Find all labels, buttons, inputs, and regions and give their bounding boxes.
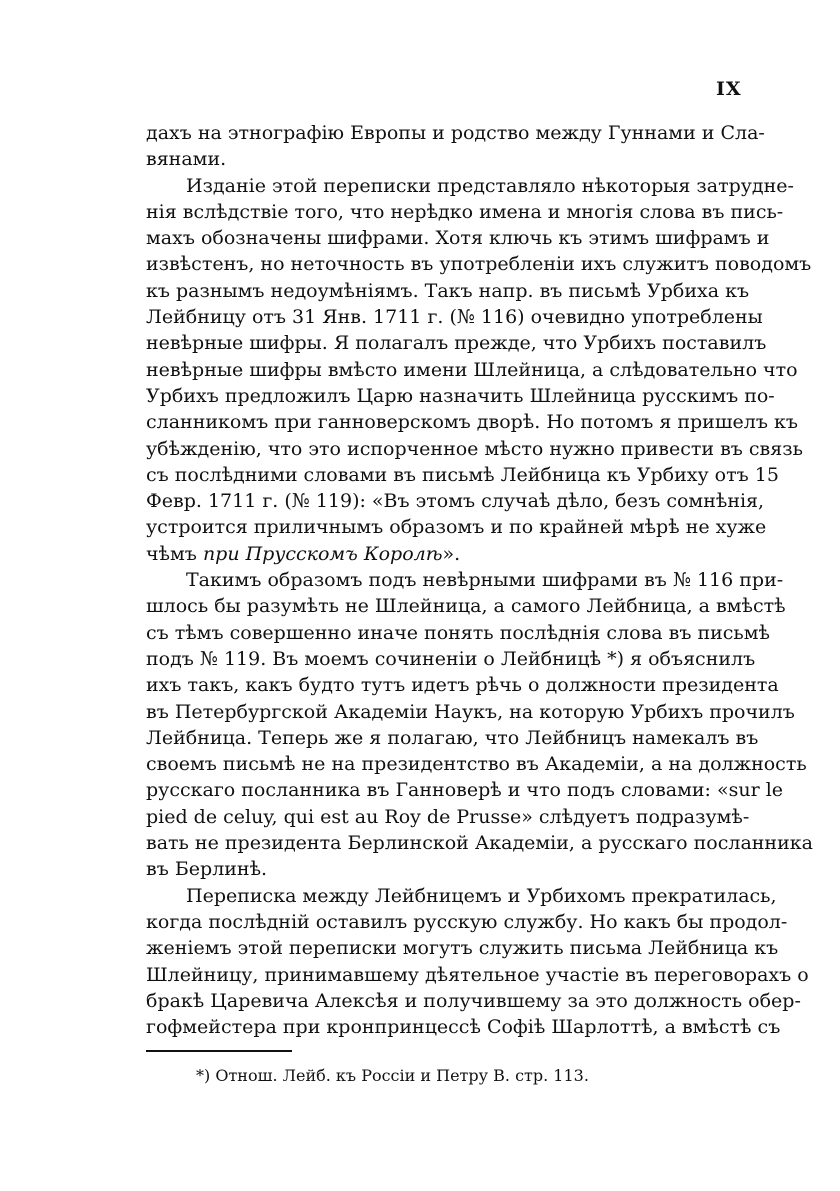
text-line: въ Берлинѣ. [146,858,268,881]
text-line: Переписка между Лейбницемъ и Урбихомъ прекратилась, [186,884,777,907]
text-line: когда послѣдній оставилъ русскую службу. Но какъ бы продол- [146,910,788,933]
text-line: женіемъ этой переписки могутъ служить письма Лейбница къ [146,937,779,960]
text-line: извѣстенъ, но неточность въ употребленіи ихъ служитъ поводомъ [146,253,812,276]
text-line: Февр. 1711 г. (№ 119): «Въ этомъ случаѣ дѣло, безъ сомнѣнія, [146,490,765,513]
page-number: IX [716,78,742,100]
text-line: Лейбница. Теперь же я полагаю, что Лейбницъ намекалъ въ [146,726,759,749]
text-line: Изданіе этой переписки представляло нѣкоторыя затрудне- [186,174,794,197]
text-line: Урбихъ предложилъ Царю назначить Шлейница русскимъ по- [146,384,775,407]
text-line: Такимъ образомъ подъ невѣрными шифрами въ № 116 при- [186,569,784,592]
italic-phrase: при Прусскомъ Королѣ [202,542,443,565]
text-line: невѣрные шифры. Я полагалъ прежде, что Урбихъ поставилъ [146,332,767,355]
text-line: шлось бы разумѣть не Шлейница, а самого Лейбница, а вмѣстѣ [146,595,786,618]
text-line: убѣжденію, что это испорченное мѣсто нужно привести въ связь [146,437,803,460]
text-line: сланникомъ при ганноверскомъ дворѣ. Но потомъ я пришелъ къ [146,411,798,434]
text-line: съ послѣдними словами въ письмѣ Лейбница къ Урбиху отъ 15 [146,463,779,486]
body-text [146,120,813,1040]
footnote-divider [146,1050,292,1052]
text-line: нія вслѣдствіе того, что нерѣдко имена и многія слова въ пись- [146,200,784,223]
text-line: дахъ на этнографію Европы и родство между Гуннами и Сла- [146,122,765,144]
text-line: махъ обозначены шифрами. Хотя ключь къ этимъ шифрамъ и [146,227,770,250]
text-line: ихъ такъ, какъ будто тутъ идетъ рѣчь о должности президента [146,674,779,697]
text-line: вянами. [146,148,227,171]
text-line: Лейбницу отъ 31 Янв. 1711 г. (№ 116) очевидно употреблены [146,306,763,329]
text-line: бракѣ Царевича Алексѣя и получившему за это должность обер- [146,989,801,1012]
text-line: гофмейстера при кронпринцессѣ Софіѣ Шарлоттѣ, а вмѣстѣ съ [146,1016,781,1039]
text-line: подъ № 119. Въ моемъ сочиненіи о Лейбницѣ *) я объяснилъ [146,647,756,670]
text-line: въ Петербургской Академіи Наукъ, на которую Урбихъ прочилъ [146,700,795,723]
text-line: pied de celuy, qui est au Roy de Prusse» слѣдуетъ подразумѣ- [146,805,750,828]
text-line: вать не президента Берлинской Академіи, а русскаго посланника [146,832,813,855]
text-line: къ разнымъ недоумѣніямъ. Такъ напр. въ письмѣ Урбиха къ [146,279,750,302]
text-line: устроится приличнымъ образомъ и по крайней мѣрѣ не хуже [146,516,767,539]
text-line: Шлейницу, принимавшему дѣятельное участіе въ переговорахъ о [146,963,809,986]
text-fragment: ». [442,542,461,565]
text-line: русскаго посланника въ Ганноверѣ и что подъ словами: «sur le [146,779,784,802]
text-line [146,541,740,567]
text-fragment: чѣмъ [146,542,197,565]
text-line: невѣрные шифры вмѣсто имени Шлейница, а слѣдовательно что [146,358,798,381]
text-line: своемъ письмѣ не на президентство въ Академіи, а на должность [146,753,807,776]
footnote: *) Отнош. Лейб. къ Россіи и Петру В. стр. 113. [196,1066,589,1085]
text-line: съ тѣмъ совершенно иначе понять послѣднія слова въ письмѣ [146,621,771,644]
